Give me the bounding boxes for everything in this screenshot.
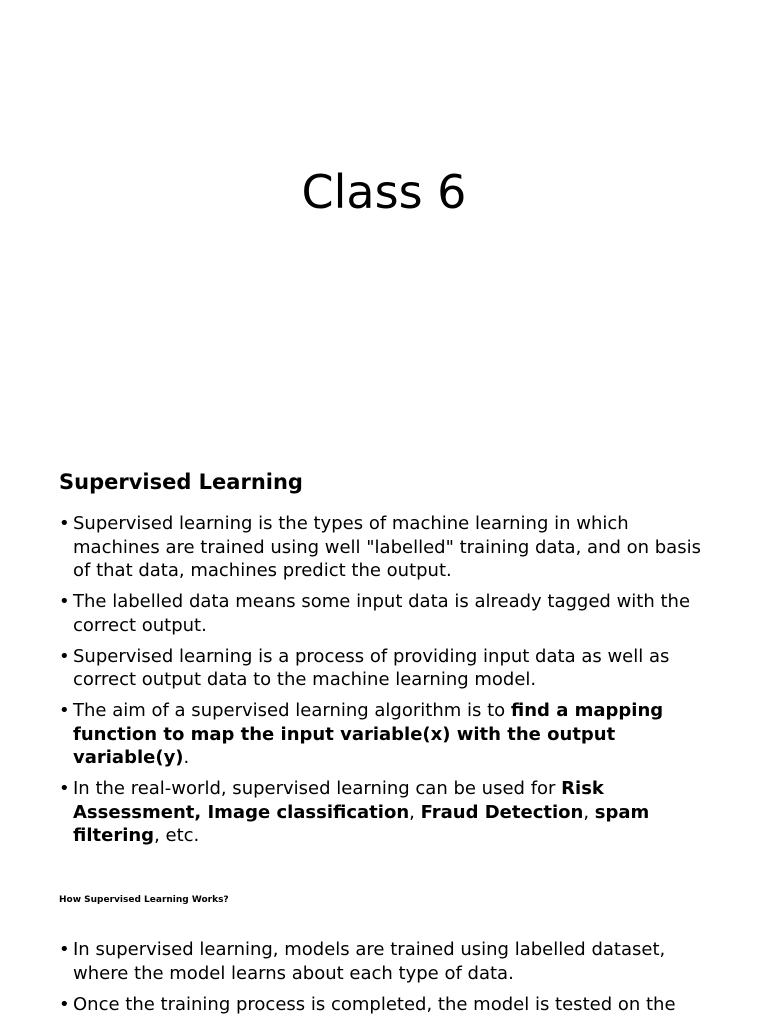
bullet-item <box>59 699 719 770</box>
bullet-marker: • <box>59 645 70 667</box>
bullet-list-supervised-learning <box>59 512 719 855</box>
section-heading-supervised-learning: Supervised Learning <box>59 470 303 494</box>
bullet-text-plain: , etc. <box>154 825 200 846</box>
bullet-text-bold: spam filtering <box>73 801 650 846</box>
bullet-text: Supervised learning is the types of machine learning in which machines are trained using well "labelled" training data, and on basis of that data, machines predict the output. <box>73 513 701 581</box>
bullet-list-how-it-works <box>59 938 719 1024</box>
bullet-item <box>59 590 719 637</box>
bullet-text <box>73 700 663 768</box>
bullet-text: Once the training process is completed, the model is tested on the <box>73 993 676 1015</box>
bullet-marker: • <box>59 993 70 1015</box>
bullet-item <box>59 993 719 1017</box>
bullet-text-bold: Risk Assessment, Image classification <box>73 778 604 823</box>
bullet-text-bold: Fraud Detection <box>420 801 584 823</box>
bullet-text: In supervised learning, models are trained using labelled dataset, where the model learns about each type of data. <box>73 939 666 984</box>
slide-title: Class 6 <box>301 165 467 219</box>
bullet-text-bold: find a mapping function to map the input variable(x) with the output variable(y) <box>73 700 664 768</box>
section-heading-how-it-works: How Supervised Learning Works? <box>59 895 229 905</box>
bullet-marker: • <box>59 778 70 799</box>
bullet-text-plain: . <box>183 747 190 768</box>
bullet-item <box>59 777 719 848</box>
bullet-text-plain: In the real-world, supervised learning can be used for <box>73 778 562 799</box>
bullet-text-plain: The aim of a supervised learning algorithm is to <box>73 700 511 721</box>
bullet-text-plain: , <box>583 801 595 823</box>
bullet-marker: • <box>59 939 70 960</box>
bullet-item <box>59 938 719 985</box>
bullet-item <box>59 512 719 583</box>
bullet-marker: • <box>59 591 70 612</box>
bullet-text: The labelled data means some input data is already tagged with the correct output. <box>73 591 691 636</box>
bullet-marker: • <box>59 513 70 534</box>
bullet-text-plain: , <box>409 801 421 823</box>
bullet-text: Supervised learning is a process of providing input data as well as correct output data to the machine learning model. <box>73 645 670 690</box>
bullet-item <box>59 645 719 692</box>
bullet-text <box>73 778 649 846</box>
bullet-marker: • <box>59 700 70 721</box>
